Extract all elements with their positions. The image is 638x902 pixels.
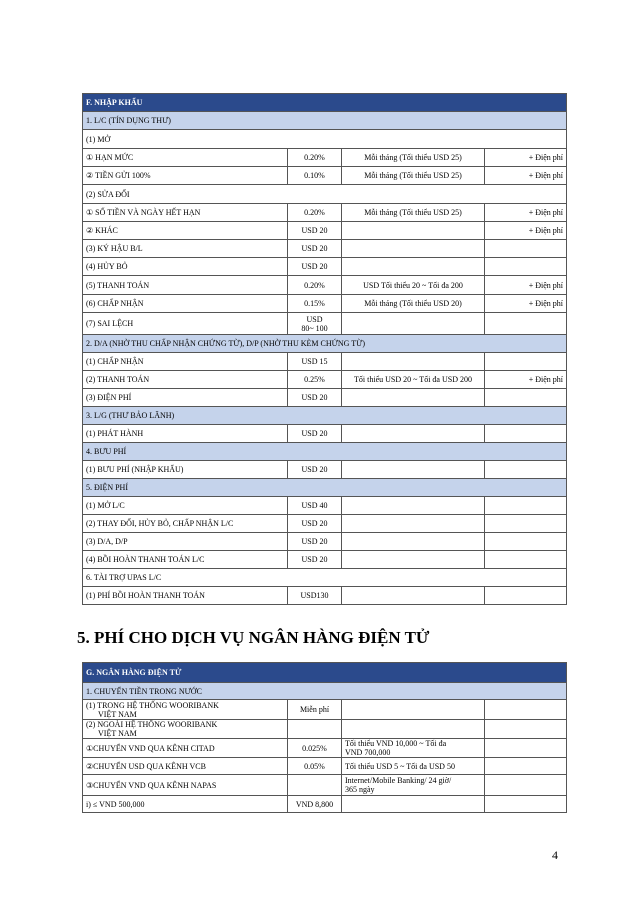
row-label <box>83 775 288 796</box>
ebanking-fee-table <box>82 662 567 813</box>
fee-extra <box>485 551 567 569</box>
fee-note <box>342 739 485 758</box>
fee-rate-text: USD 20 <box>301 465 328 474</box>
row-label-text: (3) KÝ HẬU B/L <box>86 244 143 253</box>
table-row <box>83 295 567 313</box>
fee-extra <box>485 796 567 813</box>
fee-rate-text: 0.15% <box>304 299 325 308</box>
row-label-text: ② TIỀN GỬI 100% <box>86 171 151 180</box>
section-label: 6. TÀI TRỢ UPAS L/C <box>83 569 567 587</box>
row-label <box>83 497 288 515</box>
fee-note-text: Mỗi tháng (Tối thiểu USD 25) <box>364 208 462 217</box>
fee-rate-text: 0.20% <box>304 208 325 217</box>
fee-note <box>342 700 485 720</box>
table-row <box>83 222 567 240</box>
row-label <box>83 720 288 739</box>
row-label-text: ② KHÁC <box>86 226 118 235</box>
fee-rate <box>288 700 342 720</box>
row-label <box>83 353 288 371</box>
section-row <box>83 443 567 461</box>
fee-rate <box>288 167 342 185</box>
fee-rate-text: USD 20 <box>301 519 328 528</box>
table-row <box>83 739 567 758</box>
fee-note-text: Internet/Mobile Banking/ 24 giờ/ <box>345 776 452 785</box>
fee-rate <box>288 497 342 515</box>
fee-rate-text: 0.10% <box>304 171 325 180</box>
row-label <box>83 258 288 276</box>
section-label: 1. L/C (TÍN DỤNG THƯ) <box>83 112 567 130</box>
fee-rate-text: USD 15 <box>301 357 328 366</box>
fee-rate-text: 0.25% <box>304 375 325 384</box>
table-row <box>83 371 567 389</box>
table-row <box>83 775 567 796</box>
row-label-text: (1) PHÁT HÀNH <box>86 429 144 438</box>
section-label: 5. ĐIỆN PHÍ <box>83 479 567 497</box>
fee-note <box>342 515 485 533</box>
row-label <box>83 276 288 295</box>
fee-rate-text: 0.025% <box>302 743 327 753</box>
row-label <box>83 240 288 258</box>
fee-extra <box>485 461 567 479</box>
fee-note <box>342 258 485 276</box>
table-row <box>83 130 567 149</box>
row-label <box>83 313 288 335</box>
fee-note <box>342 276 485 295</box>
fee-note <box>342 240 485 258</box>
table-row <box>83 461 567 479</box>
table-row <box>83 700 567 720</box>
row-label <box>83 222 288 240</box>
row-label-text: ③CHUYỂN VND QUA KÊNH NAPAS <box>86 780 217 790</box>
fee-note <box>342 167 485 185</box>
fee-rate-text: USD 20 <box>301 555 328 564</box>
row-label-text: (4) HỦY BỎ <box>86 262 128 271</box>
fee-rate <box>288 461 342 479</box>
table-row <box>83 796 567 813</box>
row-label-text: (6) CHẤP NHẬN <box>86 299 144 308</box>
row-label-text: (3) D/A, D/P <box>86 537 128 546</box>
section-row <box>83 479 567 497</box>
fee-extra <box>485 425 567 443</box>
table-row <box>83 149 567 167</box>
fee-rate-text: 0.20% <box>304 153 325 162</box>
table-row <box>83 240 567 258</box>
fee-rate-text-2: 80~ 100 <box>301 323 328 333</box>
import-fee-table <box>82 93 567 605</box>
fee-extra: + Điện phí <box>485 276 567 295</box>
table-row <box>83 167 567 185</box>
row-label-text: (4) BỒI HOÀN THANH TOÁN L/C <box>86 555 205 564</box>
fee-extra: + Điện phí <box>485 371 567 389</box>
fee-note <box>342 295 485 313</box>
fee-rate <box>288 551 342 569</box>
fee-note <box>342 587 485 605</box>
fee-note <box>342 204 485 222</box>
fee-rate <box>288 222 342 240</box>
fee-rate <box>288 204 342 222</box>
row-label-text: ②CHUYỂN USD QUA KÊNH VCB <box>86 761 206 771</box>
row-label-text: (1) BƯU PHÍ (NHẬP KHẨU) <box>86 465 184 474</box>
table-row <box>83 276 567 295</box>
section-row <box>83 407 567 425</box>
row-label <box>83 149 288 167</box>
fee-rate <box>288 371 342 389</box>
fee-note <box>342 720 485 739</box>
table-header: G. NGÂN HÀNG ĐIỆN TỬ <box>83 663 567 683</box>
row-label: (1) MỞ <box>83 130 567 149</box>
table-row <box>83 533 567 551</box>
fee-note <box>342 425 485 443</box>
row-label <box>83 295 288 313</box>
fee-extra <box>485 739 567 758</box>
fee-rate <box>288 515 342 533</box>
table-row <box>83 204 567 222</box>
section-label: 1. CHUYỂN TIỀN TRONG NƯỚC <box>83 683 567 700</box>
row-label-text: (2) NGOÀI HỆ THỐNG WOORIBANK <box>86 720 218 729</box>
fee-extra <box>485 775 567 796</box>
fee-note <box>342 222 485 240</box>
fee-rate <box>288 295 342 313</box>
row-label-text: ① SỐ TIỀN VÀ NGÀY HẾT HẠN <box>86 208 201 217</box>
table-header-row <box>83 663 567 683</box>
row-label-text: (1) MỞ L/C <box>86 501 125 510</box>
table-row <box>83 313 567 335</box>
table-row <box>83 515 567 533</box>
fee-note-text: Mỗi tháng (Tối thiểu USD 25) <box>364 153 462 162</box>
row-label-text: i) ≤ VND 500,000 <box>86 799 145 809</box>
fee-extra: + Điện phí <box>485 149 567 167</box>
row-label <box>83 587 288 605</box>
fee-note <box>342 313 485 335</box>
fee-note <box>342 796 485 813</box>
fee-extra: + Điện phí <box>485 295 567 313</box>
fee-extra <box>485 240 567 258</box>
table-row <box>83 353 567 371</box>
fee-extra <box>485 700 567 720</box>
table-row <box>83 389 567 407</box>
table-row <box>83 758 567 775</box>
fee-rate-text: 0.20% <box>304 280 325 290</box>
row-label-text-2: VIỆT NAM <box>98 729 137 738</box>
fee-rate-text: USD 20 <box>301 429 328 438</box>
fee-rate-text: USD 20 <box>301 244 328 253</box>
row-label-text: (5) THANH TOÁN <box>86 280 150 290</box>
table-row <box>83 551 567 569</box>
fee-note-text-2: VND 700,000 <box>345 748 391 757</box>
row-label <box>83 204 288 222</box>
table-header: F. NHẬP KHẨU <box>83 94 567 112</box>
table-row <box>83 720 567 739</box>
fee-note-text: Tối thiểu USD 20 ~ Tối đa USD 200 <box>354 375 472 384</box>
row-label <box>83 461 288 479</box>
fee-rate <box>288 389 342 407</box>
section-label: 2. D/A (NHỜ THU CHẤP NHẬN CHỨNG TỪ), D/P (NHỜ THU KÈM CHỨNG TỪ) <box>83 335 567 353</box>
row-label <box>83 739 288 758</box>
fee-extra <box>485 720 567 739</box>
row-label <box>83 758 288 775</box>
fee-rate-text: USD 40 <box>301 501 328 510</box>
row-label <box>83 796 288 813</box>
row-label <box>83 425 288 443</box>
fee-note-text: Tối thiểu USD 5 ~ Tối đa USD 50 <box>345 761 455 771</box>
row-label-text: (7) SAI LỆCH <box>86 319 134 328</box>
fee-extra: + Điện phí <box>485 204 567 222</box>
row-label-text-2: VIỆT NAM <box>98 709 137 719</box>
fee-rate <box>288 425 342 443</box>
fee-rate <box>288 720 342 739</box>
fee-rate <box>288 149 342 167</box>
fee-rate <box>288 796 342 813</box>
fee-note <box>342 389 485 407</box>
table-row <box>83 569 567 587</box>
row-label <box>83 389 288 407</box>
fee-rate-text: Miễn phí <box>299 705 330 714</box>
table-row <box>83 497 567 515</box>
fee-extra <box>485 353 567 371</box>
fee-rate-text: USD 20 <box>301 393 328 402</box>
page-number: 4 <box>552 848 558 862</box>
fee-note-text: Mỗi tháng (Tối thiểu USD 20) <box>364 299 462 308</box>
table-row <box>83 185 567 204</box>
row-label <box>83 700 288 720</box>
row-label-text: ① HẠN MỨC <box>86 153 134 162</box>
table-row <box>83 258 567 276</box>
fee-rate-text: 0.05% <box>304 761 325 771</box>
fee-note <box>342 775 485 796</box>
fee-rate <box>288 313 342 335</box>
fee-extra <box>485 497 567 515</box>
section-row <box>83 335 567 353</box>
table-row <box>83 425 567 443</box>
row-label-text: (1) PHÍ BỒI HOÀN THANH TOÁN <box>86 591 205 600</box>
fee-rate-text: USD130 <box>300 591 329 600</box>
fee-note <box>342 149 485 167</box>
fee-rate-text: VND 8,800 <box>295 799 334 809</box>
fee-note <box>342 758 485 775</box>
fee-extra <box>485 758 567 775</box>
fee-note-text: USD Tối thiểu 20 ~ Tối đa 200 <box>363 280 463 290</box>
section-label: 4. BƯU PHÍ <box>83 443 567 461</box>
fee-note <box>342 497 485 515</box>
fee-extra <box>485 313 567 335</box>
section-row <box>83 683 567 700</box>
fee-rate-text: USD 20 <box>301 537 328 546</box>
fee-extra <box>485 389 567 407</box>
row-label <box>83 371 288 389</box>
row-label-text: ①CHUYỂN VND QUA KÊNH CITAD <box>86 743 215 753</box>
fee-rate-text: USD 20 <box>301 226 328 235</box>
row-label <box>83 167 288 185</box>
fee-note <box>342 533 485 551</box>
fee-extra <box>485 587 567 605</box>
fee-rate <box>288 775 342 796</box>
fee-note <box>342 371 485 389</box>
fee-note <box>342 353 485 371</box>
fee-rate <box>288 240 342 258</box>
section-label: 3. L/G (THƯ BẢO LÃNH) <box>83 407 567 425</box>
fee-rate <box>288 758 342 775</box>
fee-rate <box>288 258 342 276</box>
row-label-text: (2) THAY ĐỔI, HỦY BỎ, CHẤP NHẬN L/C <box>86 519 234 528</box>
section-row <box>83 112 567 130</box>
fee-extra: + Điện phí <box>485 167 567 185</box>
fee-rate <box>288 276 342 295</box>
table-header-row <box>83 94 567 112</box>
fee-note-text: Mỗi tháng (Tối thiểu USD 25) <box>364 171 462 180</box>
fee-extra <box>485 258 567 276</box>
row-label <box>83 515 288 533</box>
fee-rate <box>288 739 342 758</box>
fee-rate-text: USD 20 <box>301 262 328 271</box>
fee-extra: + Điện phí <box>485 222 567 240</box>
table-row <box>83 587 567 605</box>
section-title: 5. PHÍ CHO DỊCH VỤ NGÂN HÀNG ĐIỆN TỬ <box>77 628 430 647</box>
fee-note-text: Tối thiểu VND 10,000 ~ Tối đa <box>345 739 447 748</box>
fee-rate <box>288 353 342 371</box>
row-label-text: (1) TRONG HỆ THỐNG WOORIBANK <box>86 700 219 710</box>
row-label-text: (1) CHẤP NHẬN <box>86 357 144 366</box>
fee-rate <box>288 533 342 551</box>
row-label-text: (3) ĐIỆN PHÍ <box>86 393 132 402</box>
fee-note <box>342 551 485 569</box>
fee-extra <box>485 533 567 551</box>
fee-extra <box>485 515 567 533</box>
row-label: (2) SỬA ĐỔI <box>83 185 567 204</box>
fee-rate <box>288 587 342 605</box>
fee-note-text-2: 365 ngày <box>345 785 375 794</box>
row-label-text: (2) THANH TOÁN <box>86 375 150 384</box>
row-label <box>83 533 288 551</box>
fee-note <box>342 461 485 479</box>
fee-rate-text: USD <box>306 314 323 324</box>
row-label <box>83 551 288 569</box>
